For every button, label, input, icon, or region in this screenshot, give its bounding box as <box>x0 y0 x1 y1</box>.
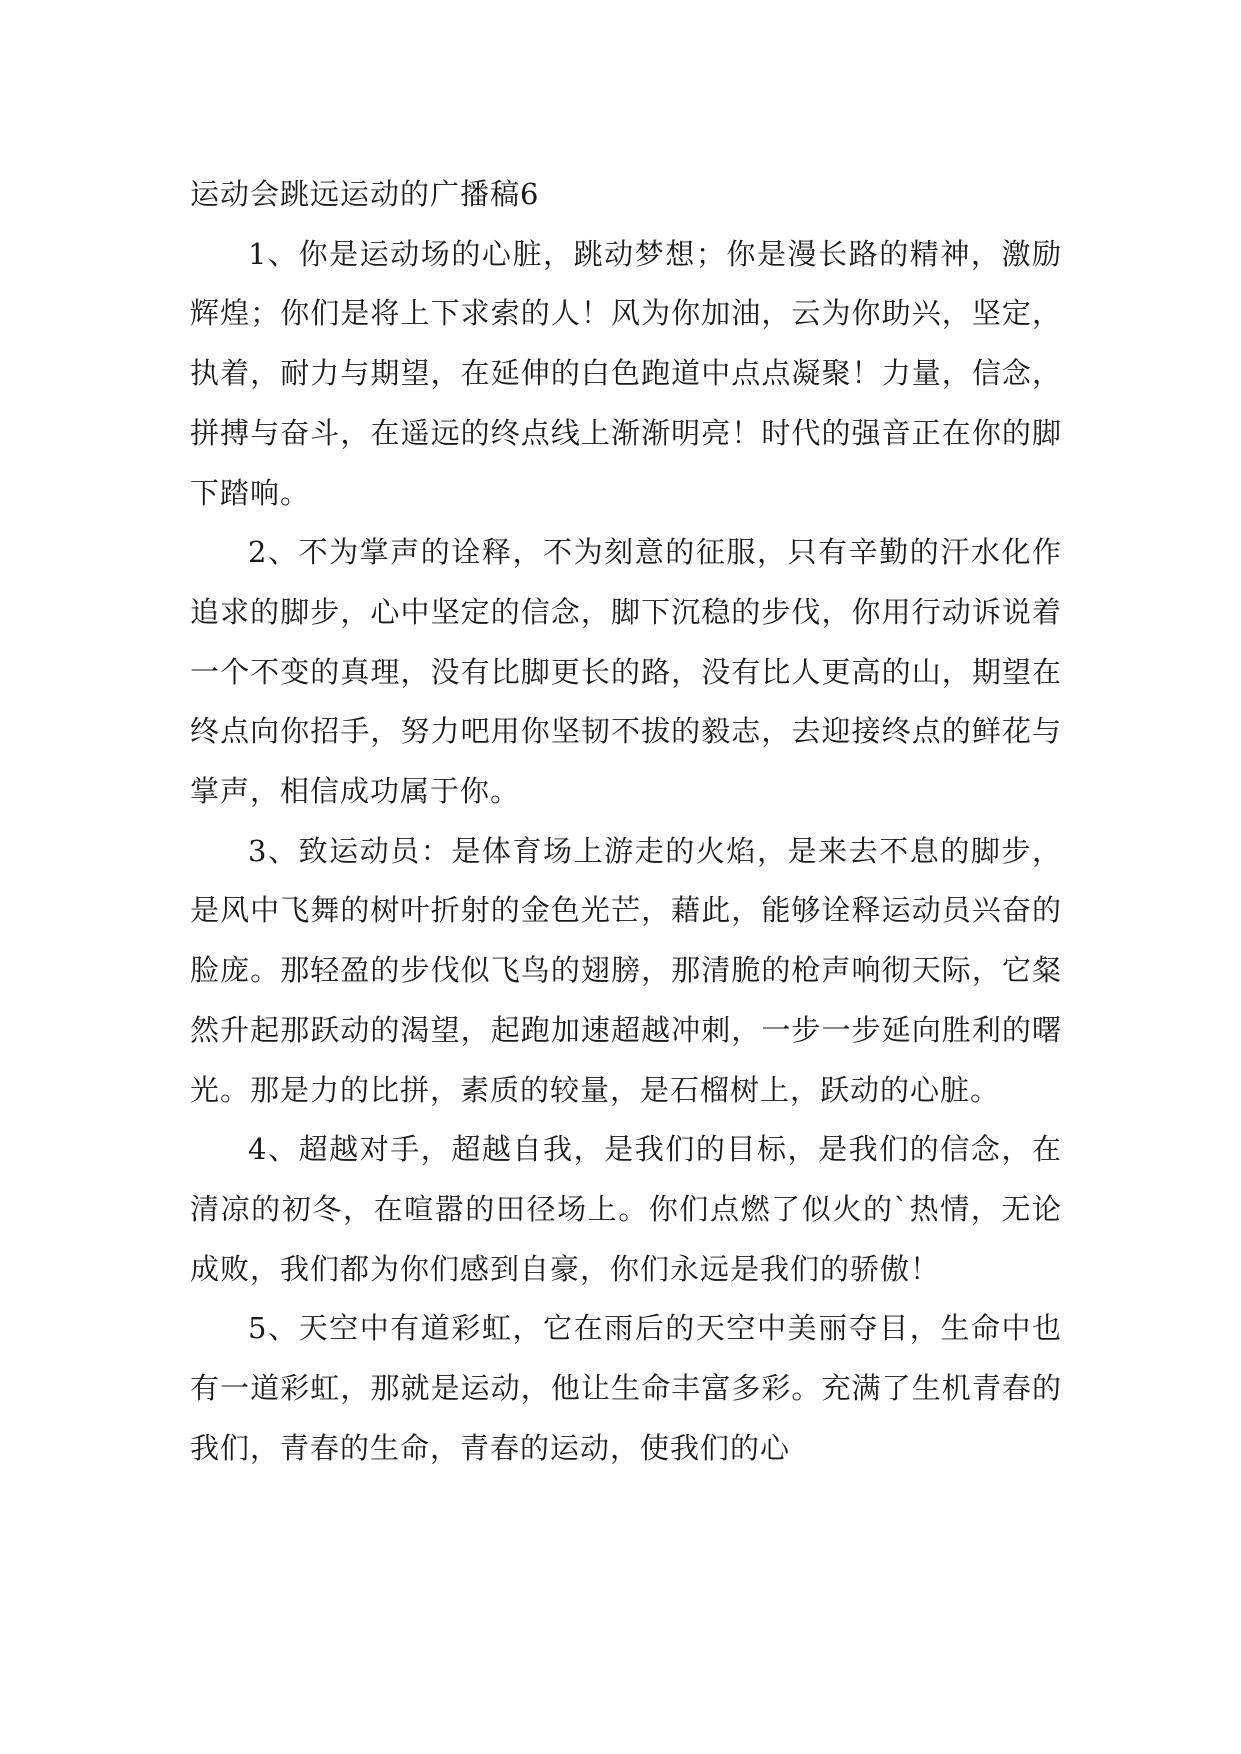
document-title: 运动会跳远运动的广播稿6 <box>190 177 540 211</box>
paragraph-5: 5、天空中有道彩虹，它在雨后的天空中美丽夺目，生命中也有一道彩虹，那就是运动，他让生命丰富多彩。充满了生机青春的我们，青春的生命，青春的运动，使我们的心 <box>190 1311 1062 1465</box>
paragraph-3: 3、致运动员：是体育场上游走的火焰，是来去不息的脚步，是风中飞舞的树叶折射的金色光芒，藉此，能够诠释运动员兴奋的脸庞。那轻盈的步伐似飞鸟的翅膀，那清脆的枪声响彻天际，它粲然升起那跃动的渴望，起跑加速超越冲刺，一步一步延向胜利的曙光。那是力的比拼，素质的较量，是石榴树上，跃动的心脏。 <box>190 833 1062 1107</box>
paragraph-1: 1、你是运动场的心脏，跳动梦想；你是漫长路的精神，激励辉煌；你们是将上下求索的人！风为你加油，云为你助兴，坚定，执着，耐力与期望，在延伸的白色跑道中点点凝聚！力量，信念，拼搏与奋斗，在遥远的终点线上渐渐明亮！时代的强音正在你的脚下踏响。 <box>190 236 1062 510</box>
paragraph-4: 4、超越对手，超越自我，是我们的目标，是我们的信念，在清凉的初冬，在喧嚣的田径场上。你们点燃了似火的`热情，无论成败，我们都为你们感到自豪，你们永远是我们的骄傲！ <box>190 1132 1062 1286</box>
document-body <box>190 165 1062 1478</box>
paragraph-2: 2、不为掌声的诠释，不为刻意的征服，只有辛勤的汗水化作追求的脚步，心中坚定的信念，脚下沉稳的步伐，你用行动诉说着一个不变的真理，没有比脚更长的路，没有比人更高的山，期望在终点向你招手，努力吧用你坚韧不拔的毅志，去迎接终点的鲜花与掌声，相信成功属于你。 <box>190 535 1062 809</box>
